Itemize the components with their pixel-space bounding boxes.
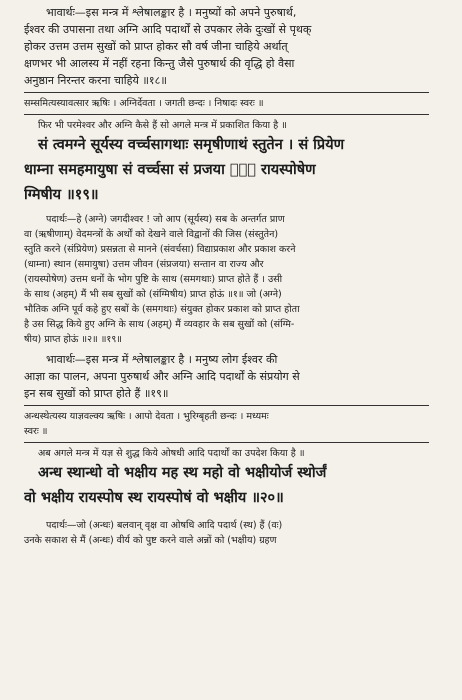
- text-line: वा (ऋषीणाम्) वेदमन्त्रों के अर्थों को देखने वाले विद्वानों की जिस (संस्तुतेन): [24, 229, 279, 240]
- mantra-19: [24, 133, 450, 208]
- mantra-intro: फिर भी परमेश्वर और अग्नि कैसे हैं सो अगले मन्त्र में प्रकाशित किया है ॥: [38, 120, 287, 131]
- text-line: भावार्थः—इस मन्त्र में श्लेषालङ्कार है । मनुष्यों को अपने पुरुषार्थ,: [46, 6, 297, 19]
- text-line: स्वरः ॥: [24, 426, 48, 437]
- text-line: पदार्थः—जो (अन्धः) बलवान् वृक्ष वा ओषधि आदि पदार्थ (स्थ) हैं (वः): [46, 520, 283, 531]
- text-line: भौतिक अग्नि पूर्व कहे हुए सबों के (समगथाः) संयुक्त होकर प्रकाश को प्राप्त होता: [24, 304, 300, 315]
- bhavarth-paragraph-18: [24, 4, 450, 89]
- text-line: है उस सिद्ध किये हुए अग्नि के साथ (अहम्) मैं व्यवहार के सब सुखों को (संग्मि-: [24, 319, 295, 330]
- text-line: आज्ञा का पालन, अपना पुरुषार्थ और अग्नि आदि पदार्थों के संप्रयोग से: [24, 370, 300, 383]
- spacer: [24, 511, 450, 518]
- divider: [24, 405, 429, 406]
- divider: [24, 92, 429, 93]
- text-line: षीय) प्राप्त होऊं ॥२॥ ॥१९॥: [24, 334, 122, 345]
- text-line: क्षणभर भी आलस्य में नहीं रहना किन्तु जैसे पुरुषार्थ की वृद्धि हो वैसा: [24, 57, 295, 70]
- mantra-metadata: [24, 409, 450, 439]
- text-line: होकर उत्तम उत्तम सुखों को प्राप्त होकर सौ वर्ष जीना चाहिये अर्थात्: [24, 40, 288, 53]
- text-line: उनके सकाश से मैं (अन्धः) वीर्य को पुष्ट करने वाले अन्नों को (भक्षीय) ग्रहण: [24, 535, 277, 546]
- mantra-line: सं त्वमग्ने सूर्यस्य वर्च्चसागथाः समृषीणाथं स्तुतेन । सं प्रियेण: [38, 137, 345, 153]
- text-line: स्तुति करने (संप्रियेण) प्रसन्नता से मानने (संवर्चसा) विद्याप्रकाश और प्रकाश करने: [24, 244, 296, 255]
- padarth-paragraph-19: [24, 212, 450, 347]
- text-line: इन सब सुखों को प्राप्त होते हैं ॥१९॥: [24, 387, 169, 400]
- mantra-metadata: सम्समित्यस्यावत्सार ऋषिः । अग्निर्देवता । जगती छन्दः । निषादः स्वरः ॥: [24, 98, 264, 109]
- padarth-paragraph-20: [24, 518, 450, 548]
- text-line: ईश्वर की उपासना तथा अग्नि आदि पदार्थों से उपकार लेके दुःखों से पृथक्: [24, 23, 312, 36]
- text-line: अन्धस्थेत्यस्य याज्ञवल्क्य ऋषिः । आपो देवता । भुरिग्बृहती छन्दः । मध्यमः: [24, 411, 269, 422]
- mantra-line: धाम्ना समहमायुषा सं वर्च्चसा सं प्रजया सं᳚ रायस्पोषेण: [24, 162, 316, 178]
- divider: [24, 114, 429, 115]
- mantra-intro: अब अगले मन्त्र में यज्ञ से शुद्ध किये ओषधी आदि पदार्थों का उपदेश किया है ॥: [38, 448, 305, 459]
- mantra-line: ग्मिषीय ॥१९॥: [24, 187, 99, 203]
- bhavarth-paragraph-19: [24, 351, 450, 402]
- text-line: (धाम्ना) स्थान (समायुषा) उत्तम जीवन (संप्रजया) सन्तान वा राज्य और: [24, 259, 264, 270]
- mantra-20: [24, 461, 450, 511]
- text-line: पदार्थः—हे (अग्ने) जगदीश्वर ! जो आप (सूर्यस्य) सब के अन्तर्गत प्राण: [46, 214, 285, 225]
- text-line: भावार्थः—इस मन्त्र में श्लेषालङ्कार है । मनुष्य लोग ईश्वर की: [46, 353, 278, 366]
- divider: [24, 442, 429, 443]
- mantra-line: अन्ध स्थान्धो वो भक्षीय मह स्थ महो वो भक्षीयोर्ज स्थोर्जं: [38, 465, 327, 481]
- mantra-line: वो भक्षीय रायस्पोष स्थ रायस्पोषं वो भक्षीय ॥२०॥: [24, 490, 284, 506]
- text-line: (रायस्पोषेण) उत्तम धनों के भोग पुष्टि के साथ (समगथाः) प्राप्त होते हैं । उसी: [24, 274, 283, 285]
- text-line: के साथ (अहम्) मैं भी सब सुखों को (संग्मिषीय) प्राप्त होऊं ॥१॥ जो (अग्ने): [24, 289, 282, 300]
- text-line: अनुष्ठान निरन्तर करना चाहिये ॥१८॥: [24, 74, 167, 87]
